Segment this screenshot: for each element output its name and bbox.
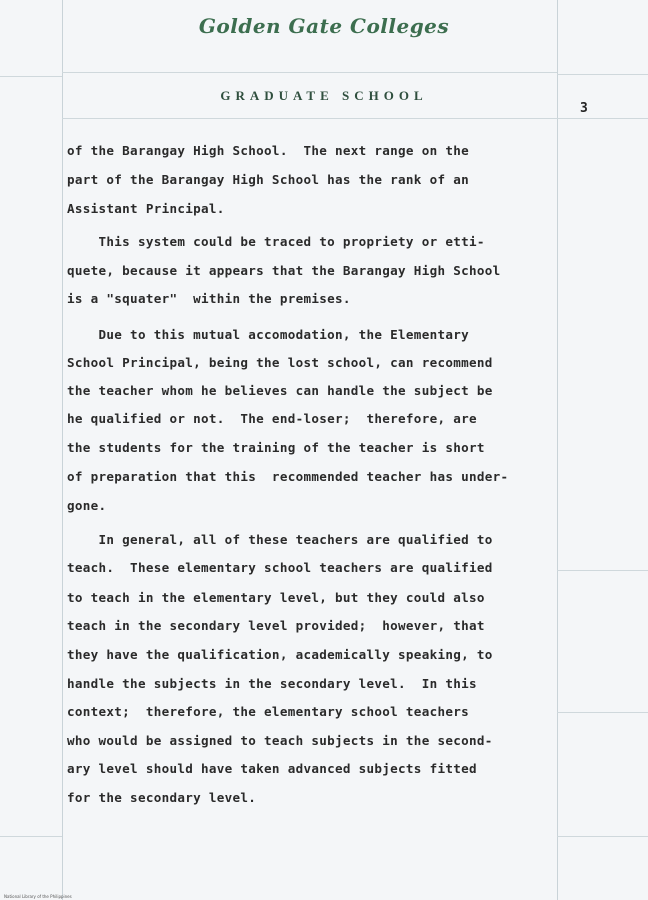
text-line: In general, all of these teachers are qualified to bbox=[67, 532, 493, 547]
page-number: 3 bbox=[580, 101, 588, 116]
text-line: This system could be traced to propriety or etti- bbox=[67, 234, 485, 249]
text-line: part of the Barangay High School has the rank of an bbox=[67, 172, 469, 187]
text-line: is a "squater" within the premises. bbox=[67, 291, 351, 306]
text-line: gone. bbox=[67, 498, 107, 513]
text-line: School Principal, being the lost school, can recommend bbox=[67, 355, 493, 370]
text-line: Assistant Principal. bbox=[67, 201, 225, 216]
text-line: handle the subjects in the secondary level. In this bbox=[67, 676, 477, 691]
text-line: who would be assigned to teach subjects in the second- bbox=[67, 733, 493, 748]
letterhead-title: Golden Gate Colleges bbox=[198, 14, 450, 38]
text-line: teach. These elementary school teachers are qualified bbox=[67, 560, 493, 575]
text-line: of the Barangay High School. The next range on the bbox=[67, 143, 469, 158]
text-line: they have the qualification, academically speaking, to bbox=[67, 647, 493, 662]
text-line: teach in the secondary level provided; however, that bbox=[67, 618, 485, 633]
text-line: ary level should have taken advanced subjects fitted bbox=[67, 761, 477, 776]
text-line: the teacher whom he believes can handle the subject be bbox=[67, 383, 493, 398]
text-line: context; therefore, the elementary school teachers bbox=[67, 704, 469, 719]
text-line: quete, because it appears that the Barangay High School bbox=[67, 263, 501, 278]
text-line: Due to this mutual accomodation, the Elementary bbox=[67, 327, 469, 342]
archive-footer: National Library of the Philippines bbox=[4, 894, 72, 899]
text-line: to teach in the elementary level, but they could also bbox=[67, 590, 485, 605]
text-line: the students for the training of the teacher is short bbox=[67, 440, 485, 455]
text-line: for the secondary level. bbox=[67, 790, 257, 805]
text-line: he qualified or not. The end-loser; therefore, are bbox=[67, 411, 477, 426]
text-line: of preparation that this recommended teacher has under- bbox=[67, 469, 509, 484]
letterhead-subtitle: GRADUATE SCHOOL bbox=[220, 88, 428, 103]
